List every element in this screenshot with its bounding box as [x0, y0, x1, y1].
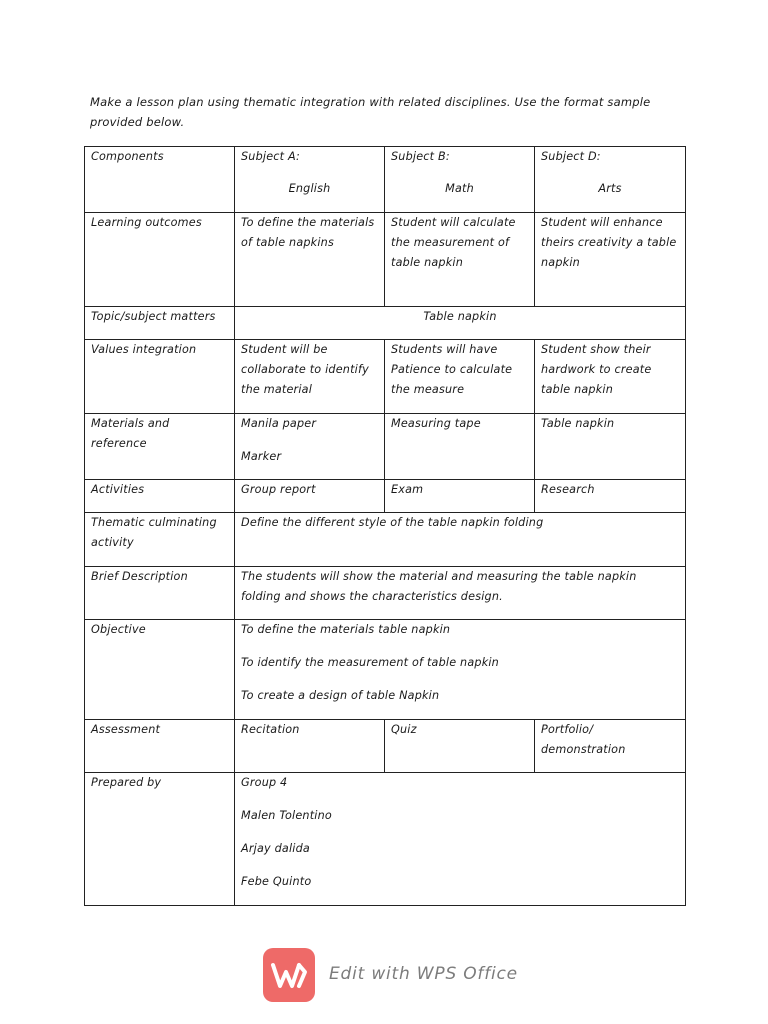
table-row-objective [85, 620, 686, 720]
materials-a [235, 414, 385, 480]
row-label-brief-description: Brief Description [85, 567, 235, 620]
lesson-plan-table [84, 146, 686, 906]
objective-item: To create a design of table Napkin [241, 689, 440, 702]
objective-item: To define the materials table napkin [241, 623, 451, 636]
learning-outcome-b: Student will calculate the measurement of table napkin [385, 213, 535, 307]
learning-outcome-a: To define the materials of table napkins [235, 213, 385, 307]
subject-b-label: Subject B: [391, 150, 450, 163]
activities-a: Group report [235, 480, 385, 513]
prepared-by-list [235, 773, 686, 906]
row-label-topic: Topic/subject matters [85, 307, 235, 340]
materials-a-item: Manila paper [241, 417, 317, 430]
subject-d-cell [535, 147, 686, 213]
objective-item: To identify the measurement of table napkin [241, 656, 499, 669]
activities-d: Research [535, 480, 686, 513]
wps-watermark[interactable] [263, 948, 533, 1004]
row-label-prepared-by: Prepared by [85, 773, 235, 906]
brief-description-value: The students will show the material and measuring the table napkin folding and shows the characteristics design. [235, 567, 686, 620]
table-row-components [85, 147, 686, 213]
table-row-brief-description [85, 567, 686, 620]
objective-list [235, 620, 686, 720]
table-row-topic [85, 307, 686, 340]
row-label-components: Components [85, 147, 235, 213]
assessment-d: Portfolio/ demonstration [535, 720, 686, 773]
values-integration-b: Students will have Patience to calculate the measure [385, 340, 535, 414]
row-label-materials: Materials and reference [85, 414, 235, 480]
assessment-b: Quiz [385, 720, 535, 773]
subject-d-name: Arts [598, 182, 622, 195]
table-row-culminating [85, 513, 686, 567]
table-row-materials [85, 414, 686, 480]
subject-d-label: Subject D: [541, 150, 601, 163]
assessment-a: Recitation [235, 720, 385, 773]
wps-edit-label: Edit with WPS Office [329, 964, 518, 984]
learning-outcome-d: Student will enhance theirs creativity a table napkin [535, 213, 686, 307]
topic-value: Table napkin [235, 307, 686, 340]
materials-d: Table napkin [535, 414, 686, 480]
subject-a-name: English [288, 182, 331, 195]
wps-logo-icon [263, 948, 315, 1002]
row-label-objective: Objective [85, 620, 235, 720]
row-label-values-integration: Values integration [85, 340, 235, 414]
table-row-activities [85, 480, 686, 513]
subject-b-name: Math [445, 182, 474, 195]
subject-a-cell [235, 147, 385, 213]
prepared-by-item: Arjay dalida [241, 842, 310, 855]
row-label-learning-outcomes: Learning outcomes [85, 213, 235, 307]
culminating-value: Define the different style of the table napkin folding [235, 513, 686, 567]
materials-b: Measuring tape [385, 414, 535, 480]
materials-a-item: Marker [241, 450, 282, 463]
row-label-activities: Activities [85, 480, 235, 513]
prepared-by-item: Group 4 [241, 776, 288, 789]
table-row-learning-outcomes [85, 213, 686, 307]
row-label-culminating: Thematic culminating activity [85, 513, 235, 567]
values-integration-a: Student will be collaborate to identify the material [235, 340, 385, 414]
activities-b: Exam [385, 480, 535, 513]
values-integration-d: Student show their hardwork to create table napkin [535, 340, 686, 414]
table-row-assessment [85, 720, 686, 773]
subject-b-cell [385, 147, 535, 213]
table-row-values-integration [85, 340, 686, 414]
prepared-by-item: Febe Quinto [241, 875, 312, 888]
prepared-by-item: Malen Tolentino [241, 809, 332, 822]
row-label-assessment: Assessment [85, 720, 235, 773]
instructions-text: Make a lesson plan using thematic integration with related disciplines. Use the format sample provided below. [90, 95, 651, 129]
subject-a-label: Subject A: [241, 150, 301, 163]
table-row-prepared-by [85, 773, 686, 906]
